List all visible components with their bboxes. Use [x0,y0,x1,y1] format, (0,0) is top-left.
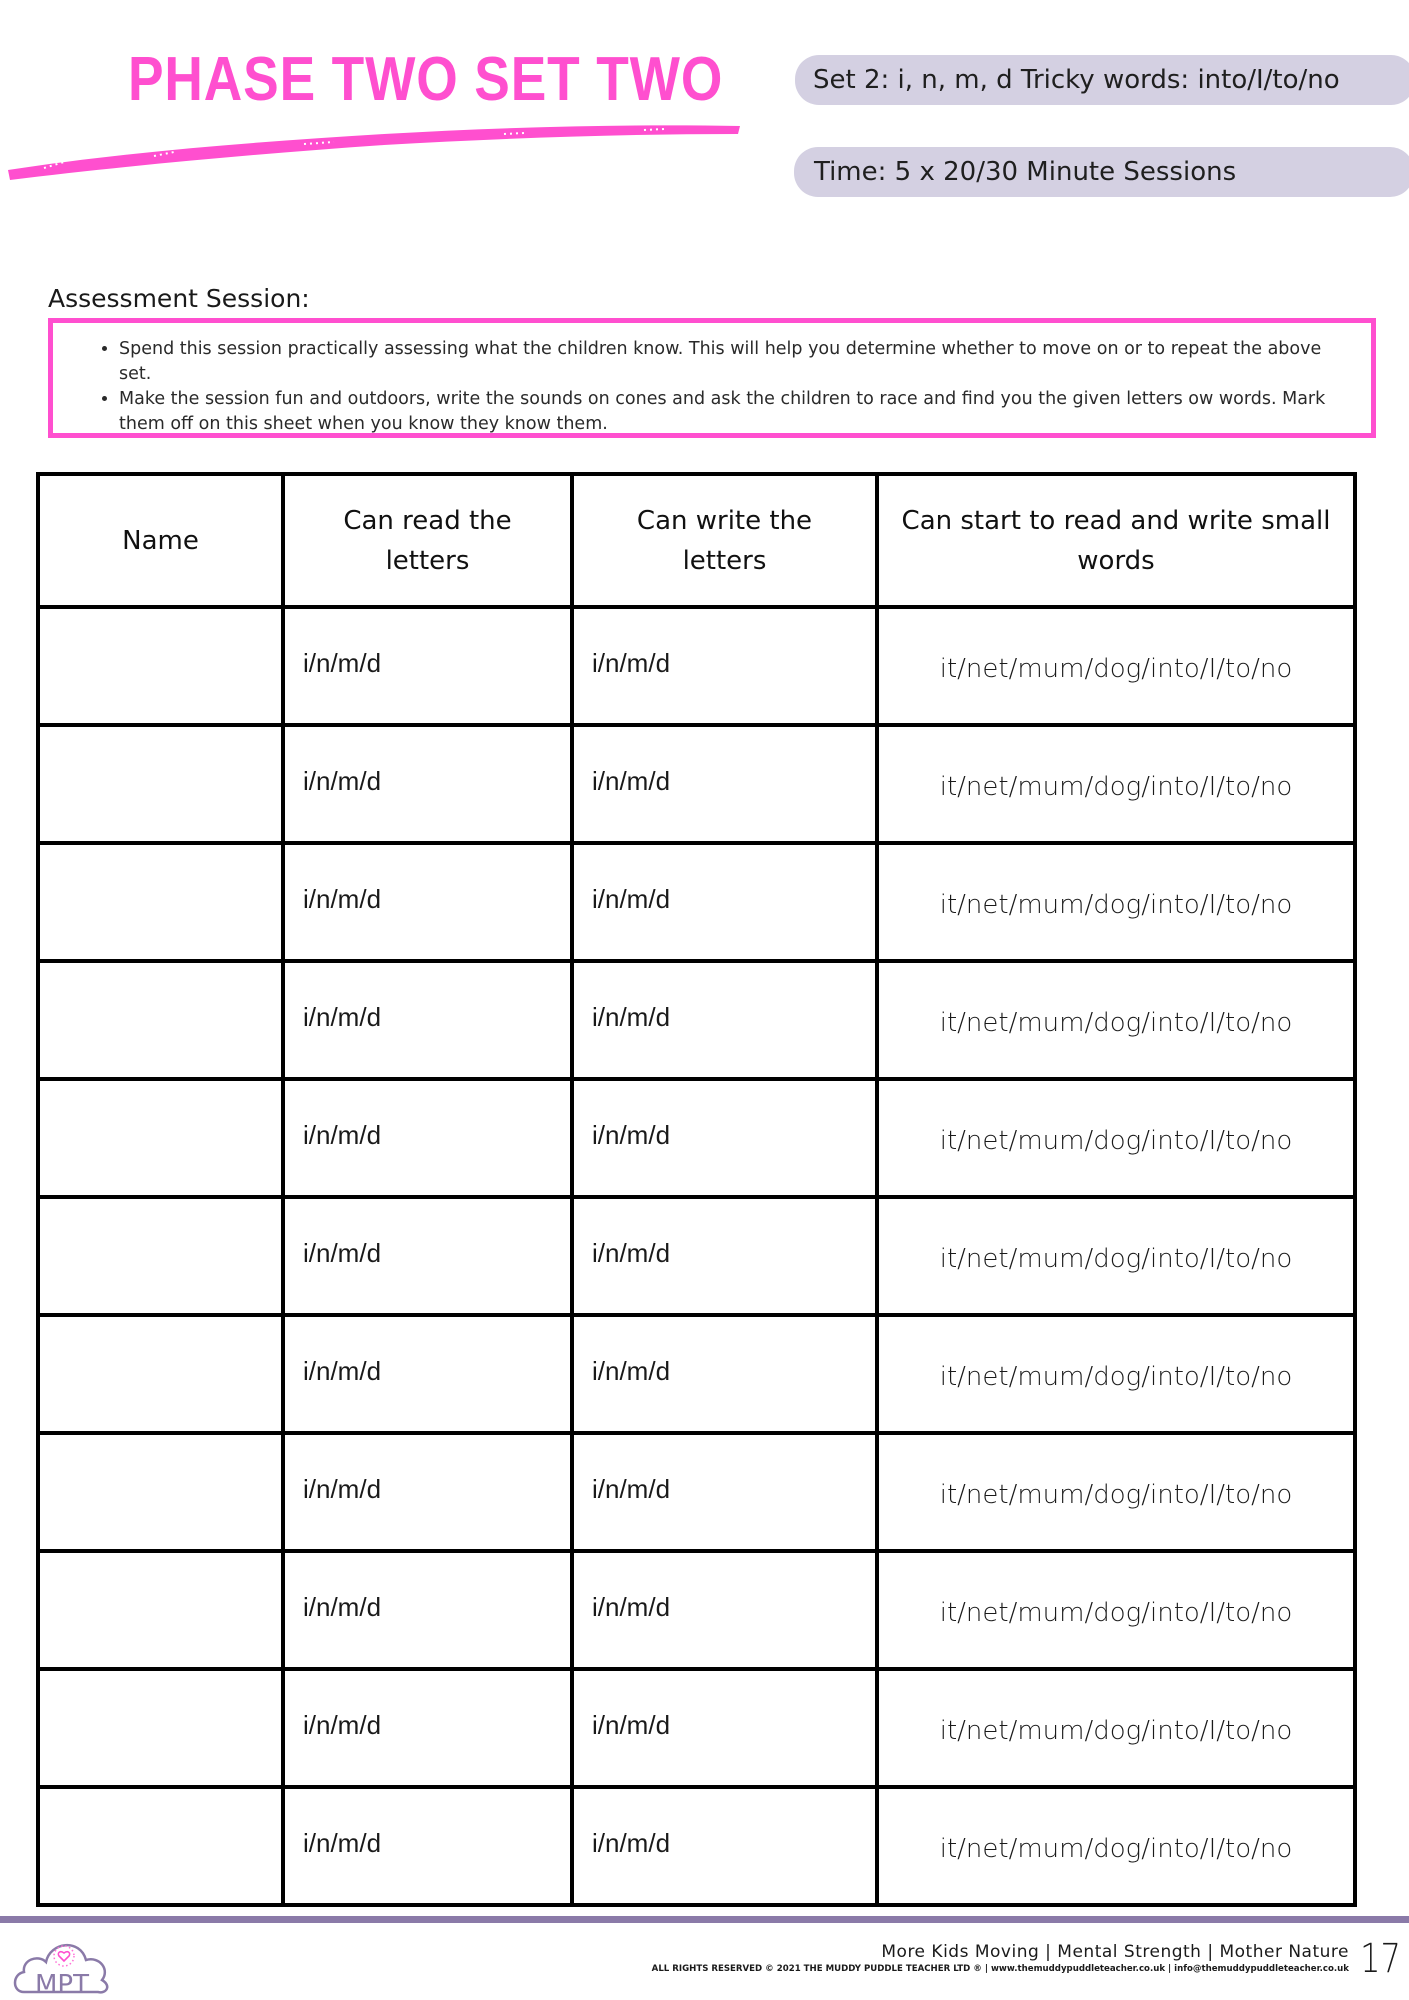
words-cell-text: it/net/mum/dog/into/I/to/no [939,1362,1293,1392]
header-can-write: Can write the letters [572,474,877,607]
write-cell [572,1315,877,1433]
write-cell [572,1197,877,1315]
write-cell [572,1079,877,1197]
write-cell [572,1551,877,1669]
write-cell [572,1787,877,1905]
words-cell [877,1315,1355,1433]
read-cell-text: i/n/m/d [303,1827,382,1858]
read-cell [283,725,572,843]
write-cell [572,843,877,961]
write-cell-text: i/n/m/d [592,1119,671,1150]
table-row [38,1315,1355,1433]
table-row [38,607,1355,725]
words-cell-text: it/net/mum/dog/into/I/to/no [939,1598,1293,1628]
brush-stroke-underline [4,112,742,182]
table-row [38,843,1355,961]
write-cell-text: i/n/m/d [592,1237,671,1268]
write-cell-text: i/n/m/d [592,1355,671,1386]
words-cell [877,1551,1355,1669]
words-cell-text: it/net/mum/dog/into/I/to/no [939,1480,1293,1510]
write-cell-text: i/n/m/d [592,647,671,678]
table-row [38,725,1355,843]
footer-divider [0,1916,1409,1923]
time-info-text: Time: 5 x 20/30 Minute Sessions [814,157,1237,187]
read-cell [283,1787,572,1905]
write-cell-text: i/n/m/d [592,1709,671,1740]
read-cell-text: i/n/m/d [303,1237,382,1268]
words-cell [877,1669,1355,1787]
read-cell [283,1433,572,1551]
read-cell-text: i/n/m/d [303,883,382,914]
table-row [38,1079,1355,1197]
page-title: PHASE TWO SET TWO [128,45,724,114]
table-body [38,607,1355,1905]
read-cell-text: i/n/m/d [303,765,382,796]
header-can-read: Can read the letters [283,474,572,607]
name-cell[interactable] [38,961,283,1079]
table-row [38,1669,1355,1787]
page-number: 17 [1360,1936,1401,1982]
set-info-pill [795,55,1409,105]
name-cell[interactable] [38,1315,283,1433]
read-cell-text: i/n/m/d [303,1473,382,1504]
words-cell [877,1787,1355,1905]
write-cell-text: i/n/m/d [592,1001,671,1032]
write-cell [572,961,877,1079]
read-cell-text: i/n/m/d [303,1119,382,1150]
cloud-heart-icon [10,1930,114,1998]
assessment-list [93,337,1351,437]
table-row [38,1787,1355,1905]
write-cell [572,1433,877,1551]
write-cell [572,1669,877,1787]
read-cell-text: i/n/m/d [303,1709,382,1740]
read-cell [283,1197,572,1315]
name-cell[interactable] [38,1551,283,1669]
name-cell[interactable] [38,843,283,961]
write-cell-text: i/n/m/d [592,1591,671,1622]
words-cell-text: it/net/mum/dog/into/I/to/no [939,1834,1293,1864]
read-cell [283,961,572,1079]
words-cell [877,1079,1355,1197]
read-cell [283,843,572,961]
words-cell [877,1197,1355,1315]
words-cell-text: it/net/mum/dog/into/I/to/no [939,1244,1293,1274]
write-cell-text: i/n/m/d [592,883,671,914]
table-row [38,1551,1355,1669]
words-cell-text: it/net/mum/dog/into/I/to/no [939,1008,1293,1038]
words-cell-text: it/net/mum/dog/into/I/to/no [939,890,1293,920]
write-cell [572,607,877,725]
words-cell-text: it/net/mum/dog/into/I/to/no [939,654,1293,684]
header-small-words: Can start to read and write small words [877,474,1355,607]
logo-text: MPT [35,1970,89,1998]
words-cell-text: it/net/mum/dog/into/I/to/no [939,1716,1293,1746]
assessment-box [48,318,1376,438]
table-row [38,1433,1355,1551]
assessment-table [36,472,1357,1907]
read-cell-text: i/n/m/d [303,1591,382,1622]
words-cell [877,843,1355,961]
read-cell [283,1315,572,1433]
name-cell[interactable] [38,1433,283,1551]
read-cell [283,1551,572,1669]
words-cell [877,725,1355,843]
name-cell[interactable] [38,1079,283,1197]
write-cell [572,725,877,843]
table-header-row [38,474,1355,607]
assessment-bullet: • Spend this session practically assessing what the children know. This will help you determine whether to move on or to repeat the above set. [119,337,1351,387]
write-cell-text: i/n/m/d [592,1473,671,1504]
words-cell-text: it/net/mum/dog/into/I/to/no [939,772,1293,802]
name-cell[interactable] [38,1787,283,1905]
footer-tagline: More Kids Moving | Mental Strength | Mother Nature [881,1942,1349,1962]
read-cell [283,1669,572,1787]
assessment-heading: Assessment Session: [48,284,310,313]
assessment-bullet: • Make the session fun and outdoors, write the sounds on cones and ask the children to race and find you the given letters ow words. Mark them off on this sheet when you know they know them. [119,387,1351,437]
set-info-text: Set 2: i, n, m, d Tricky words: into/I/to/no [813,65,1340,95]
read-cell [283,1079,572,1197]
words-cell [877,1433,1355,1551]
table-row [38,961,1355,1079]
read-cell-text: i/n/m/d [303,647,382,678]
time-info-pill [794,147,1409,197]
read-cell [283,607,572,725]
name-cell[interactable] [38,725,283,843]
name-cell[interactable] [38,1669,283,1787]
words-cell [877,961,1355,1079]
header-name: Name [38,474,283,607]
table-row [38,1197,1355,1315]
write-cell-text: i/n/m/d [592,765,671,796]
words-cell [877,607,1355,725]
footer-legal: ALL RIGHTS RESERVED © 2021 THE MUDDY PUDDLE TEACHER LTD ® | www.themuddypuddleteacher.co.uk | info@themuddypuddleteacher.co.uk [651,1964,1349,1974]
name-cell[interactable] [38,607,283,725]
words-cell-text: it/net/mum/dog/into/I/to/no [939,1126,1293,1156]
read-cell-text: i/n/m/d [303,1355,382,1386]
name-cell[interactable] [38,1197,283,1315]
write-cell-text: i/n/m/d [592,1827,671,1858]
read-cell-text: i/n/m/d [303,1001,382,1032]
